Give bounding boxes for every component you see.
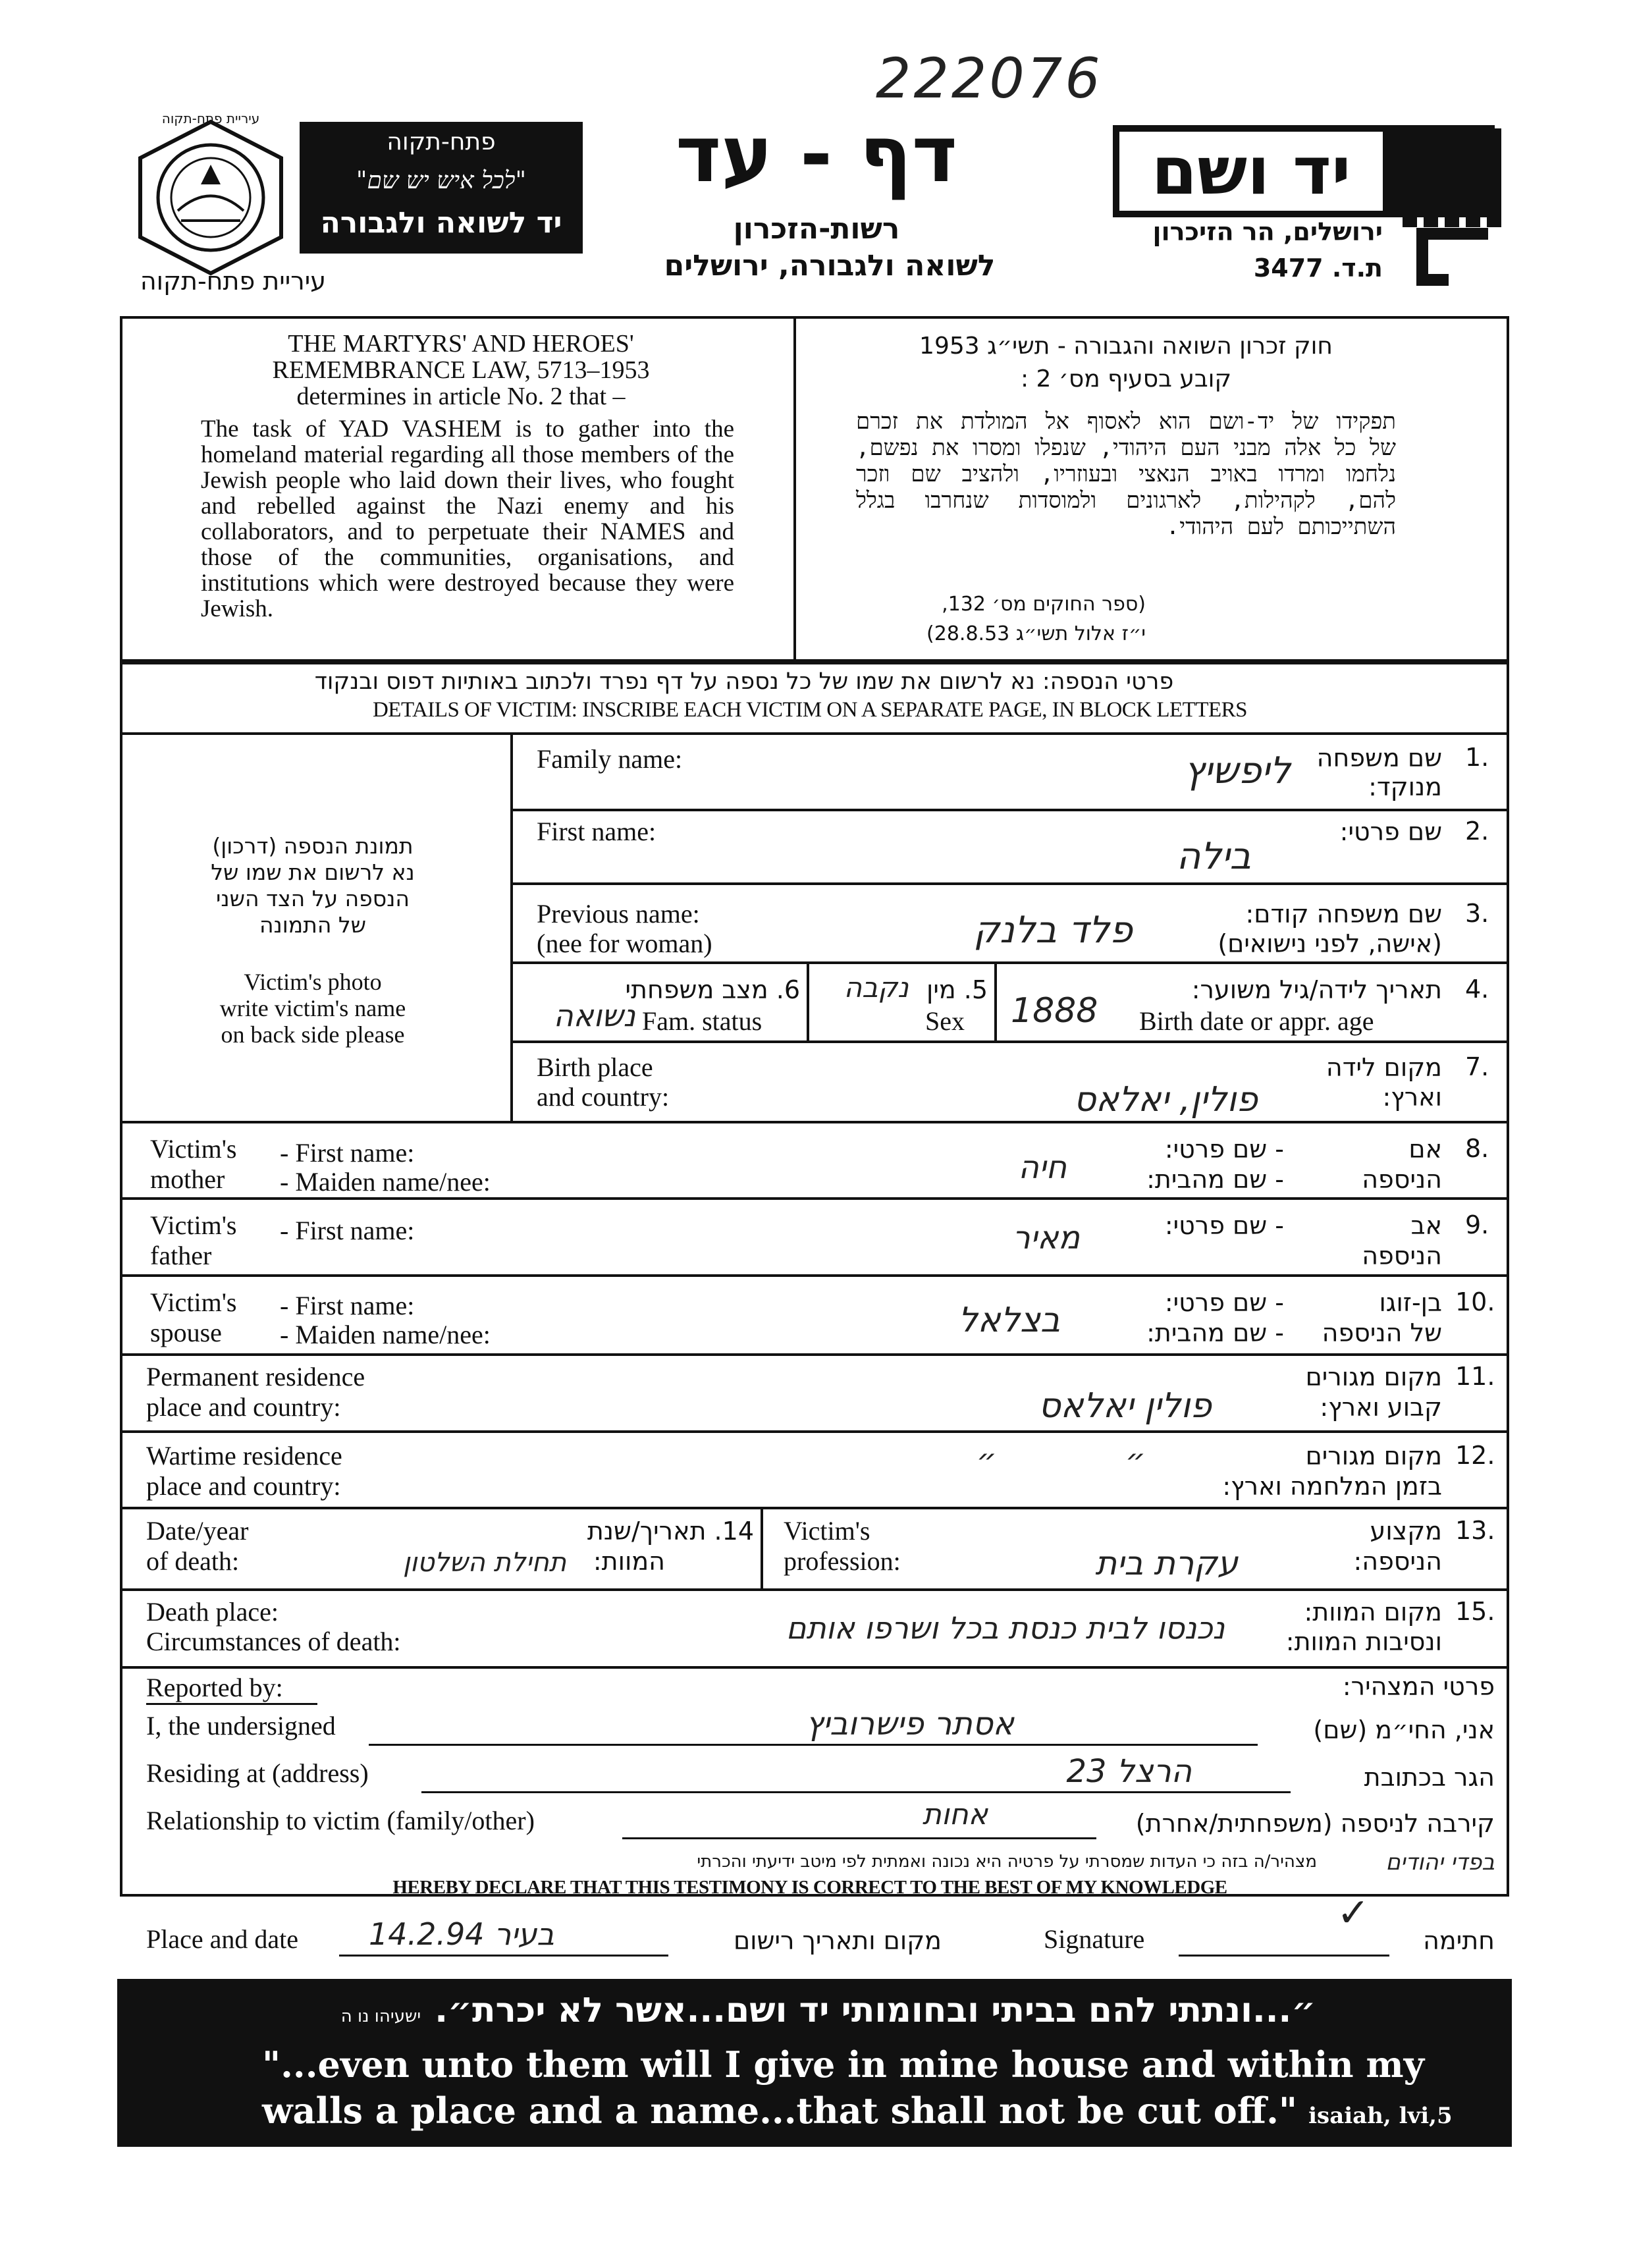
law-he-title-1: חוק זכרון השואה והגבורה - תשי״ג 1953 [919, 333, 1333, 360]
mother-first-name-label-he: - שם פרטי: [1164, 1135, 1284, 1164]
photo-en-1: Victim's photo [244, 969, 382, 995]
law-he-title-2: קובע בסעיף מס׳ 2 : [1020, 365, 1232, 392]
spouse-label-2: spouse [150, 1318, 222, 1347]
row-15-rule [120, 1666, 1509, 1669]
profession-label-2: profession: [784, 1546, 901, 1576]
sex-value[interactable]: נקבה [843, 971, 909, 1004]
wartime-residence-label-he: מקום מגורים [1305, 1442, 1442, 1471]
death-date-label-2: of death: [146, 1546, 240, 1576]
mother-maiden-name-label-he: - שם מהבית: [1146, 1165, 1284, 1194]
law-he-body: תפקידו של יד-ושם הוא לאסוף אל המולדת את זכרם של כל אלה מבני העם היהודי, שנפלו ומסרו את נפשם, נלחמו ומרדו באויב הנאצי ובעוזריו, ולהציב שם וזכר להם, לקהילות, לארגונים ולמוסדות שנחרבו בגלל השתייכותם לעם היהודי. [856, 408, 1396, 540]
field-3-number: 3. [1465, 899, 1489, 928]
permanent-residence-label-he: מקום מגורים [1305, 1363, 1442, 1391]
profession-value[interactable]: עקרת בית [1095, 1544, 1238, 1582]
spouse-first-name-value[interactable]: בצלאל [958, 1301, 1060, 1340]
law-en-title-1: THE MARTYRS' AND HEROES' [288, 330, 634, 358]
birth-date-label-he: תאריך לידה/גיל משוער: [1191, 975, 1442, 1004]
fam-status-value[interactable]: נשואה [553, 998, 635, 1033]
birth-place-label: Birth place [537, 1052, 653, 1082]
field-9-number: 9. [1465, 1210, 1489, 1239]
field-2-number: 2. [1465, 817, 1489, 846]
death-circumstances-value[interactable]: נכנסו לבית כנסת בכל ושרפו אותם [786, 1610, 1225, 1646]
field-13-number: 13. [1455, 1516, 1495, 1545]
relationship-label: Relationship to victim (family/other) [146, 1806, 535, 1835]
law-en-title-3: determines in article No. 2 that – [296, 383, 626, 410]
spouse-maiden-name-label-he: - שם מהבית: [1146, 1318, 1284, 1347]
relationship-label-he: קירבה לניספה (משפחתית/אחרת) [1135, 1809, 1495, 1838]
previous-name-note-he: (אישה, לפני נישואים) [1218, 929, 1442, 958]
residing-label-he: הגר בכתובת [1364, 1763, 1495, 1792]
birth-place-label-2: and country: [537, 1082, 670, 1112]
row-13-rule [120, 1588, 1509, 1591]
signature-value[interactable]: ✓ [1337, 1890, 1370, 1936]
permanent-residence-label-he-2: קבוע וארץ: [1320, 1393, 1442, 1422]
row-4-divider-b [994, 961, 997, 1040]
previous-name-label-he: שם משפחה קודם: [1245, 900, 1442, 929]
birth-place-label-he: מקום לידה [1325, 1053, 1442, 1082]
law-divider [793, 316, 796, 662]
footer-quote-banner [117, 1979, 1512, 2147]
profession-label: Victim's [784, 1516, 870, 1546]
wartime-residence-label: Wartime residence [146, 1441, 342, 1471]
law-en-body: The task of YAD VASHEM is to gather into the homeland material regarding all those members of the Jewish people who laid down their lives, who fought and rebelled against the Nazi enemy and his collaborators, and to perpetuate their NAMES and those of the communities, organisations, and institutions which were destroyed because they were Jewish. [201, 416, 734, 622]
logo-text: יד ושם [1119, 132, 1383, 211]
row-13-divider [761, 1507, 763, 1588]
previous-name-value[interactable]: פלד בלנק [973, 909, 1133, 952]
mother-maiden-name-label: - Maiden name/nee: [280, 1167, 491, 1197]
mother-label-he: אם [1408, 1135, 1442, 1164]
archive-number: 222076 [876, 46, 1103, 111]
undersigned-line [369, 1744, 1258, 1746]
permanent-residence-label-2: place and country: [146, 1392, 341, 1422]
undersigned-value[interactable]: אסתר פישרוביץ [805, 1706, 1014, 1742]
place-date-value[interactable]: 14.2.94 בעיר [369, 1916, 554, 1952]
footer-quote-en-1: "...even unto them will I give in mine house and within my [262, 2043, 1424, 2086]
mother-label-2: mother [150, 1164, 225, 1194]
birth-place-label-he-2: וארץ: [1382, 1083, 1442, 1112]
banner-line2: "לכל איש יש שם" [356, 167, 527, 194]
father-first-name-label: - First name: [280, 1216, 415, 1245]
mother-label-he-2: הניספה [1362, 1165, 1442, 1194]
permanent-residence-value[interactable]: פולין יאלאס [1038, 1386, 1212, 1426]
row-1-rule [510, 809, 1509, 811]
field-10-number: 10. [1455, 1287, 1495, 1316]
center-subtitle-1: רשות-הזכרון [733, 212, 900, 246]
spouse-label: Victim's [150, 1287, 237, 1317]
law-he-ref-2: י״ז אלול תשי״ג 28.8.53) [926, 622, 1146, 645]
undersigned-label-he: אני, החי״מ (שם) [1313, 1715, 1495, 1744]
profession-label-he-2: הניספה: [1353, 1547, 1442, 1576]
wartime-residence-label-2: place and country: [146, 1471, 341, 1501]
row-3-rule [510, 961, 1509, 964]
details-header-en: DETAILS OF VICTIM: INSCRIBE EACH VICTIM ON A SEPARATE PAGE, IN BLOCK LETTERS [372, 698, 1248, 722]
death-circumstances-label: Circumstances of death: [146, 1627, 401, 1656]
undersigned-label: I, the undersigned [146, 1711, 336, 1741]
death-circumstances-label-he: ונסיבות המוות: [1285, 1627, 1442, 1656]
details-header-rule [120, 732, 1509, 735]
first-name-label-he: שם פרטי: [1339, 817, 1442, 846]
residing-value[interactable]: הרצל 23 [1066, 1753, 1192, 1790]
previous-name-label: Previous name: [537, 899, 700, 929]
declaration-en: HEREBY DECLARE THAT THIS TESTIMONY IS CORRECT TO THE BEST OF MY KNOWLEDGE [392, 1877, 1227, 1898]
field-12-number: 12. [1455, 1441, 1495, 1470]
spouse-first-name-label: - First name: [280, 1291, 415, 1320]
death-date-value[interactable]: תחילת השלטון [402, 1548, 566, 1578]
field-15-number: 15. [1455, 1597, 1495, 1626]
death-place-label: Death place: [146, 1597, 279, 1627]
father-label-he: אב [1410, 1211, 1442, 1240]
mother-first-name-label: - First name: [280, 1138, 415, 1168]
death-date-label-he: 14. תאריך/שנת [587, 1517, 754, 1546]
spouse-first-name-label-he: - שם פרטי: [1164, 1288, 1284, 1317]
right-subtitle-1: ירושלים, הר הזיכרון [1152, 217, 1383, 246]
law-he-ref-1: (ספר החוקים מס׳ 132, [942, 593, 1146, 616]
row-11-rule [120, 1430, 1509, 1433]
place-date-line [339, 1955, 668, 1957]
signature-line [1179, 1955, 1389, 1957]
sex-label: Sex [925, 1006, 965, 1036]
residing-label: Residing at (address) [146, 1758, 369, 1788]
photo-he-4: של התמונה [259, 912, 367, 938]
signature-label-he: חתימה [1423, 1926, 1495, 1955]
family-name-label-he: שם משפחה [1316, 743, 1442, 772]
birth-place-value[interactable]: פולין, יאלאס [1073, 1080, 1258, 1120]
field-4-number: 4. [1465, 975, 1489, 1004]
place-date-label-he: מקום ותאריך רישום [733, 1926, 942, 1955]
footer-quote-en-ref: isaiah, lvi,5 [1308, 2103, 1453, 2129]
row-2-rule [510, 882, 1509, 885]
footer-quote-en-2 [262, 2090, 1474, 2132]
family-name-label-he-2: מנוקד: [1368, 772, 1442, 801]
father-label: Victim's [150, 1210, 237, 1240]
death-date-label-he-2: המוות: [593, 1547, 665, 1576]
sex-label-he: 5. מין [926, 975, 988, 1004]
father-first-name-value[interactable]: מאיר [1012, 1220, 1080, 1256]
footer-quote-he [170, 1991, 1487, 2030]
field-8-number: 8. [1465, 1134, 1489, 1163]
father-label-2: father [150, 1241, 212, 1270]
spouse-label-he-2: של הניספה [1322, 1318, 1442, 1347]
signature-label: Signature [1044, 1924, 1145, 1954]
row-4-rule [510, 1040, 1509, 1043]
photo-en-2: write victim's name [219, 995, 406, 1021]
wartime-residence-value[interactable]: ״ ״ [976, 1442, 1146, 1479]
right-subtitle-2: ת.ד. 3477 [1253, 254, 1383, 283]
spouse-maiden-name-label: - Maiden name/nee: [280, 1320, 491, 1349]
center-subtitle-2: לשואה ולגבורה, ירושלים [664, 249, 996, 283]
fam-status-label: Fam. status [642, 1006, 763, 1036]
death-date-label: Date/year [146, 1516, 249, 1546]
photo-divider [510, 732, 513, 1121]
row-7-rule [120, 1121, 1509, 1123]
death-place-label-he: מקום המוות: [1304, 1598, 1442, 1627]
mother-first-name-value[interactable]: חיה [1018, 1149, 1067, 1186]
reported-by-underline [146, 1703, 317, 1705]
profession-label-he: מקצוע [1370, 1517, 1442, 1546]
footer-quote-en-2-text: walls a place and a name...that shall not be cut off." [262, 2090, 1298, 2132]
law-en-title-2: REMEMBRANCE LAW, 5713–1953 [272, 356, 650, 384]
declaration-he: מצהיר/ה בזה כי העדות שמסרתי על פרטיה היא נכונה ואמתית לפי מיטב ידיעתי והכרתי [697, 1852, 1317, 1872]
photo-he-3: הנספה על הצד השני [216, 886, 410, 911]
details-header-he: פרטי הנספה: נא לרשום את שמו של כל נספה על דף נפרד ולכתוב באותיות דפוס ובנקוד [314, 668, 1174, 695]
birth-date-value[interactable]: 1888 [1011, 991, 1098, 1031]
menorah-icon [1396, 122, 1508, 286]
field-11-number: 11. [1455, 1362, 1495, 1391]
row-4-divider-a [807, 961, 809, 1040]
row-8-rule [120, 1197, 1509, 1200]
residing-line [421, 1791, 1291, 1793]
form-title: דף - עד [675, 109, 958, 200]
photo-he-1: תמונת הנספה (דרכון) [212, 833, 414, 859]
banner-line1: פתח-תקוה [387, 128, 496, 155]
reported-by-label-he: פרטי המצהיר: [1342, 1672, 1495, 1701]
footer-quote-he-text: ״...ונתתי להם בביתי ובחומותי יד ושם...אשר לא יכרת״. [435, 1991, 1316, 2030]
family-name-label: Family name: [537, 744, 683, 774]
field-7-number: 7. [1465, 1052, 1489, 1081]
seal-icon [135, 119, 286, 277]
declaration-note[interactable]: בפדי יהודים [1385, 1849, 1495, 1876]
father-label-he-2: הניספה [1362, 1241, 1442, 1270]
petah-tikva-banner [300, 122, 583, 254]
relationship-value[interactable]: אחות [922, 1798, 988, 1831]
photo-he-2: נא לרשום את שמו של [211, 859, 415, 885]
family-name-value[interactable]: ליפשיץ [1184, 749, 1291, 792]
reported-by-label: Reported by: [146, 1673, 283, 1702]
place-date-label: Place and date [146, 1924, 298, 1954]
footer-quote-he-ref: ישעיהו נו ה [340, 2007, 421, 2026]
relationship-line [622, 1837, 1096, 1839]
father-first-name-label-he: - שם פרטי: [1164, 1211, 1284, 1240]
wartime-residence-label-he-2: בזמן המלחמה וארץ: [1222, 1472, 1442, 1501]
flame-pillars-icon [1396, 122, 1508, 286]
banner-line3: יד לשואה ולגבורה [320, 206, 562, 240]
seal-caption: עיריית פתח-תקוה [161, 111, 260, 126]
row-10-rule [120, 1353, 1509, 1356]
first-name-label: First name: [537, 817, 656, 846]
birth-date-label: Birth date or appr. age [1139, 1006, 1374, 1036]
spouse-label-he: בן-זוגו [1379, 1288, 1442, 1317]
photo-en-3: on back side please [221, 1021, 405, 1048]
field-1-number: 1. [1465, 743, 1489, 772]
left-city-caption: עיריית פתח-תקוה [140, 267, 326, 296]
first-name-value[interactable]: בילה [1176, 835, 1251, 878]
previous-name-note: (nee for woman) [537, 929, 712, 958]
row-9-rule [120, 1274, 1509, 1277]
municipal-seal [135, 119, 286, 277]
fam-status-label-he: 6. מצב משפחתי [625, 975, 800, 1004]
row-12-rule [120, 1507, 1509, 1509]
permanent-residence-label: Permanent residence [146, 1362, 365, 1391]
mother-label: Victim's [150, 1134, 237, 1164]
